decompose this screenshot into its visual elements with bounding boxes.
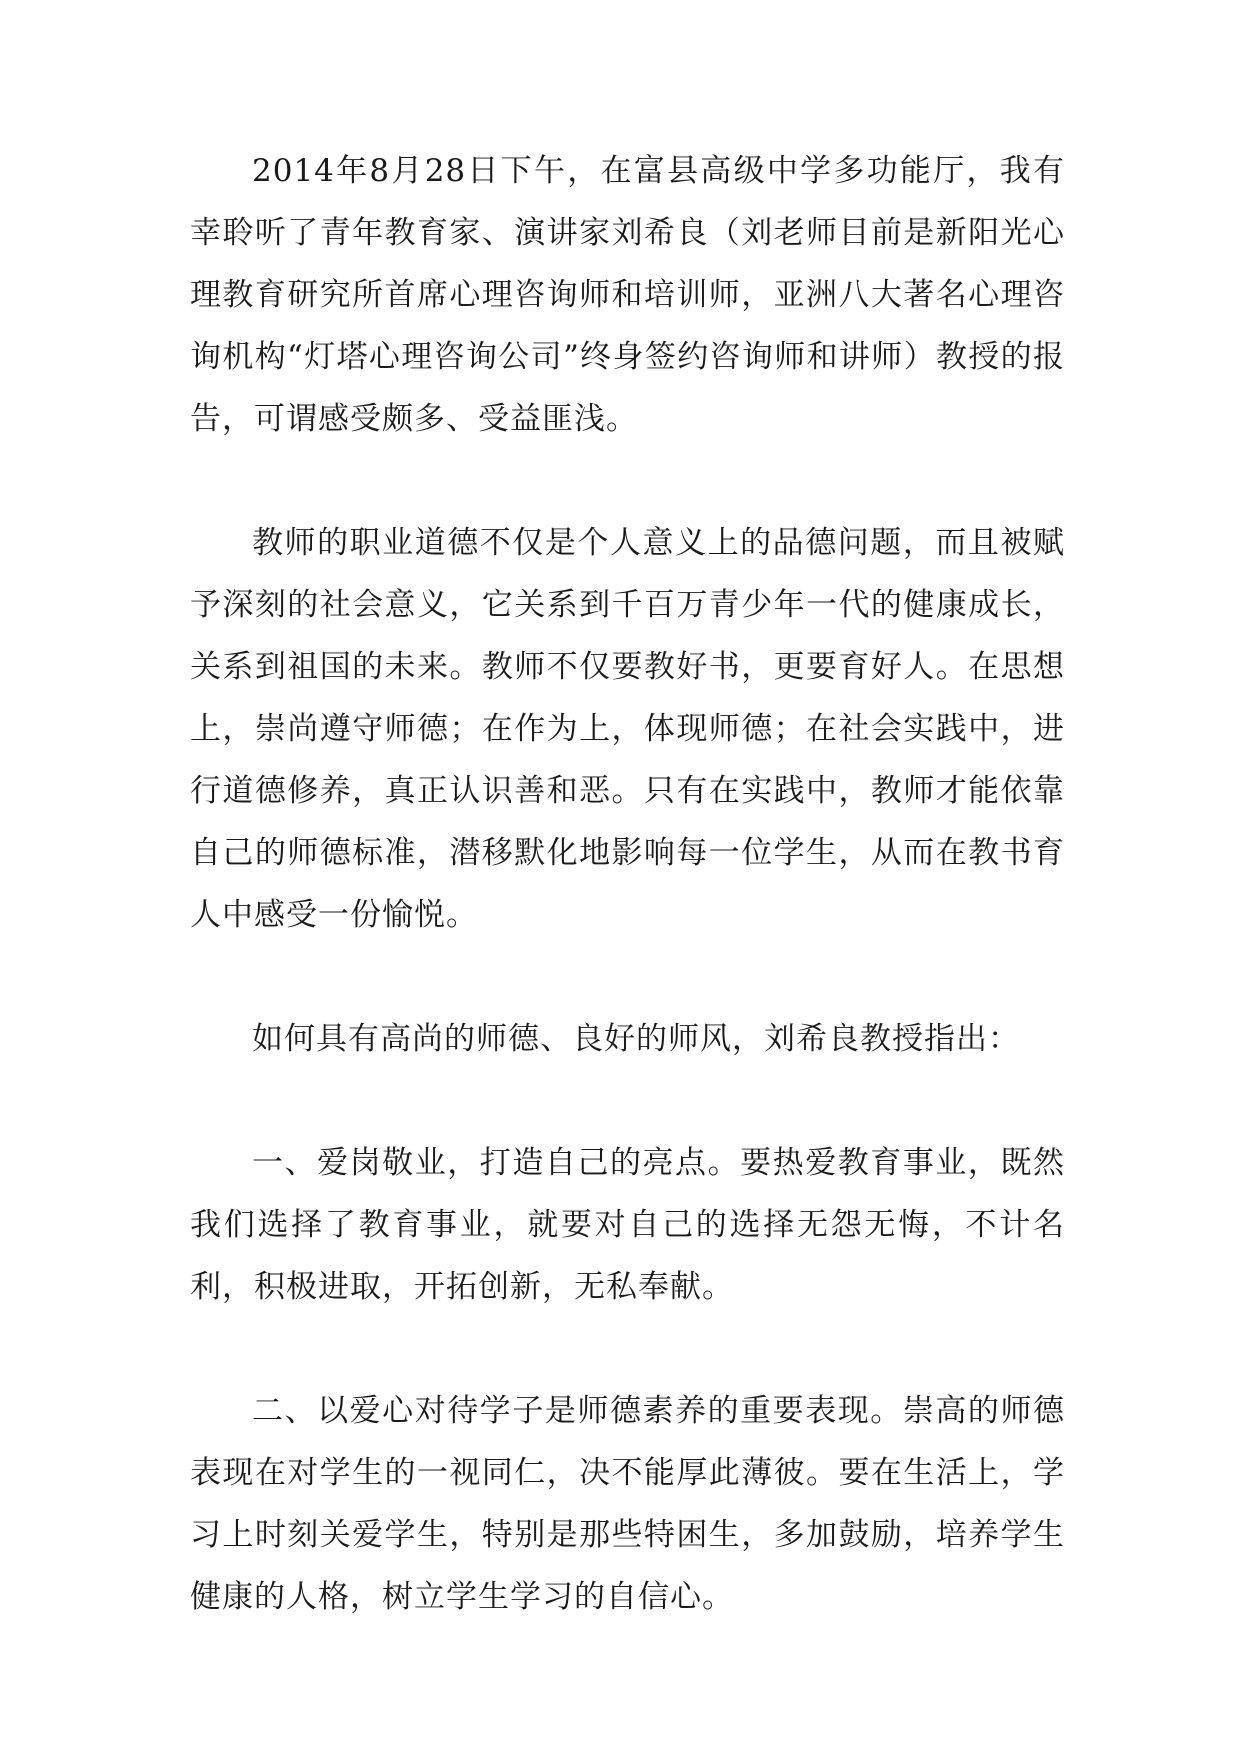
paragraph-professor-points: 如何具有高尚的师德、良好的师风，刘希良教授指出： xyxy=(252,1021,1020,1057)
document-body xyxy=(190,140,1065,1690)
paragraph-point-one: 一、爱岗敬业，打造自己的亮点。要热爱教育事业，既然我们选择了教育事业，就要对自己的选择无怨无悔，不计名利，积极进取，开拓创新，无私奉献。 xyxy=(190,1145,1065,1305)
paragraph-lecture-intro: 2014年8月28日下午，在富县高级中学多功能厅，我有幸聆听了青年教育家、演讲家刘希良（刘老师目前是新阳光心理教育研究所首席心理咨询师和培训师，亚洲八大著名心理咨询机构“灯塔心理咨询公司”终身签约咨询师和讲师）教授的报告，可谓感受颇多、受益匪浅。 xyxy=(190,153,1065,437)
paragraph-teacher-ethics: 教师的职业道德不仅是个人意义上的品德问题，而且被赋予深刻的社会意义，它关系到千百万青少年一代的健康成长，关系到祖国的未来。教师不仅要教好书，更要育好人。在思想上，崇尚遵守师德；在作为上，体现师德；在社会实践中，进行道德修养，真正认识善和恶。只有在实践中，教师才能依靠自己的师德标准，潜移默化地影响每一位学生，从而在教书育人中感受一份愉悦。 xyxy=(190,525,1065,933)
paragraph-point-two: 二、以爱心对待学子是师德素养的重要表现。崇高的师德表现在对学生的一视同仁，决不能厚此薄彼。要在生活上，学习上时刻关爱学生，特别是那些特困生，多加鼓励，培养学生健康的人格，树立学生学习的自信心。 xyxy=(190,1393,1065,1615)
